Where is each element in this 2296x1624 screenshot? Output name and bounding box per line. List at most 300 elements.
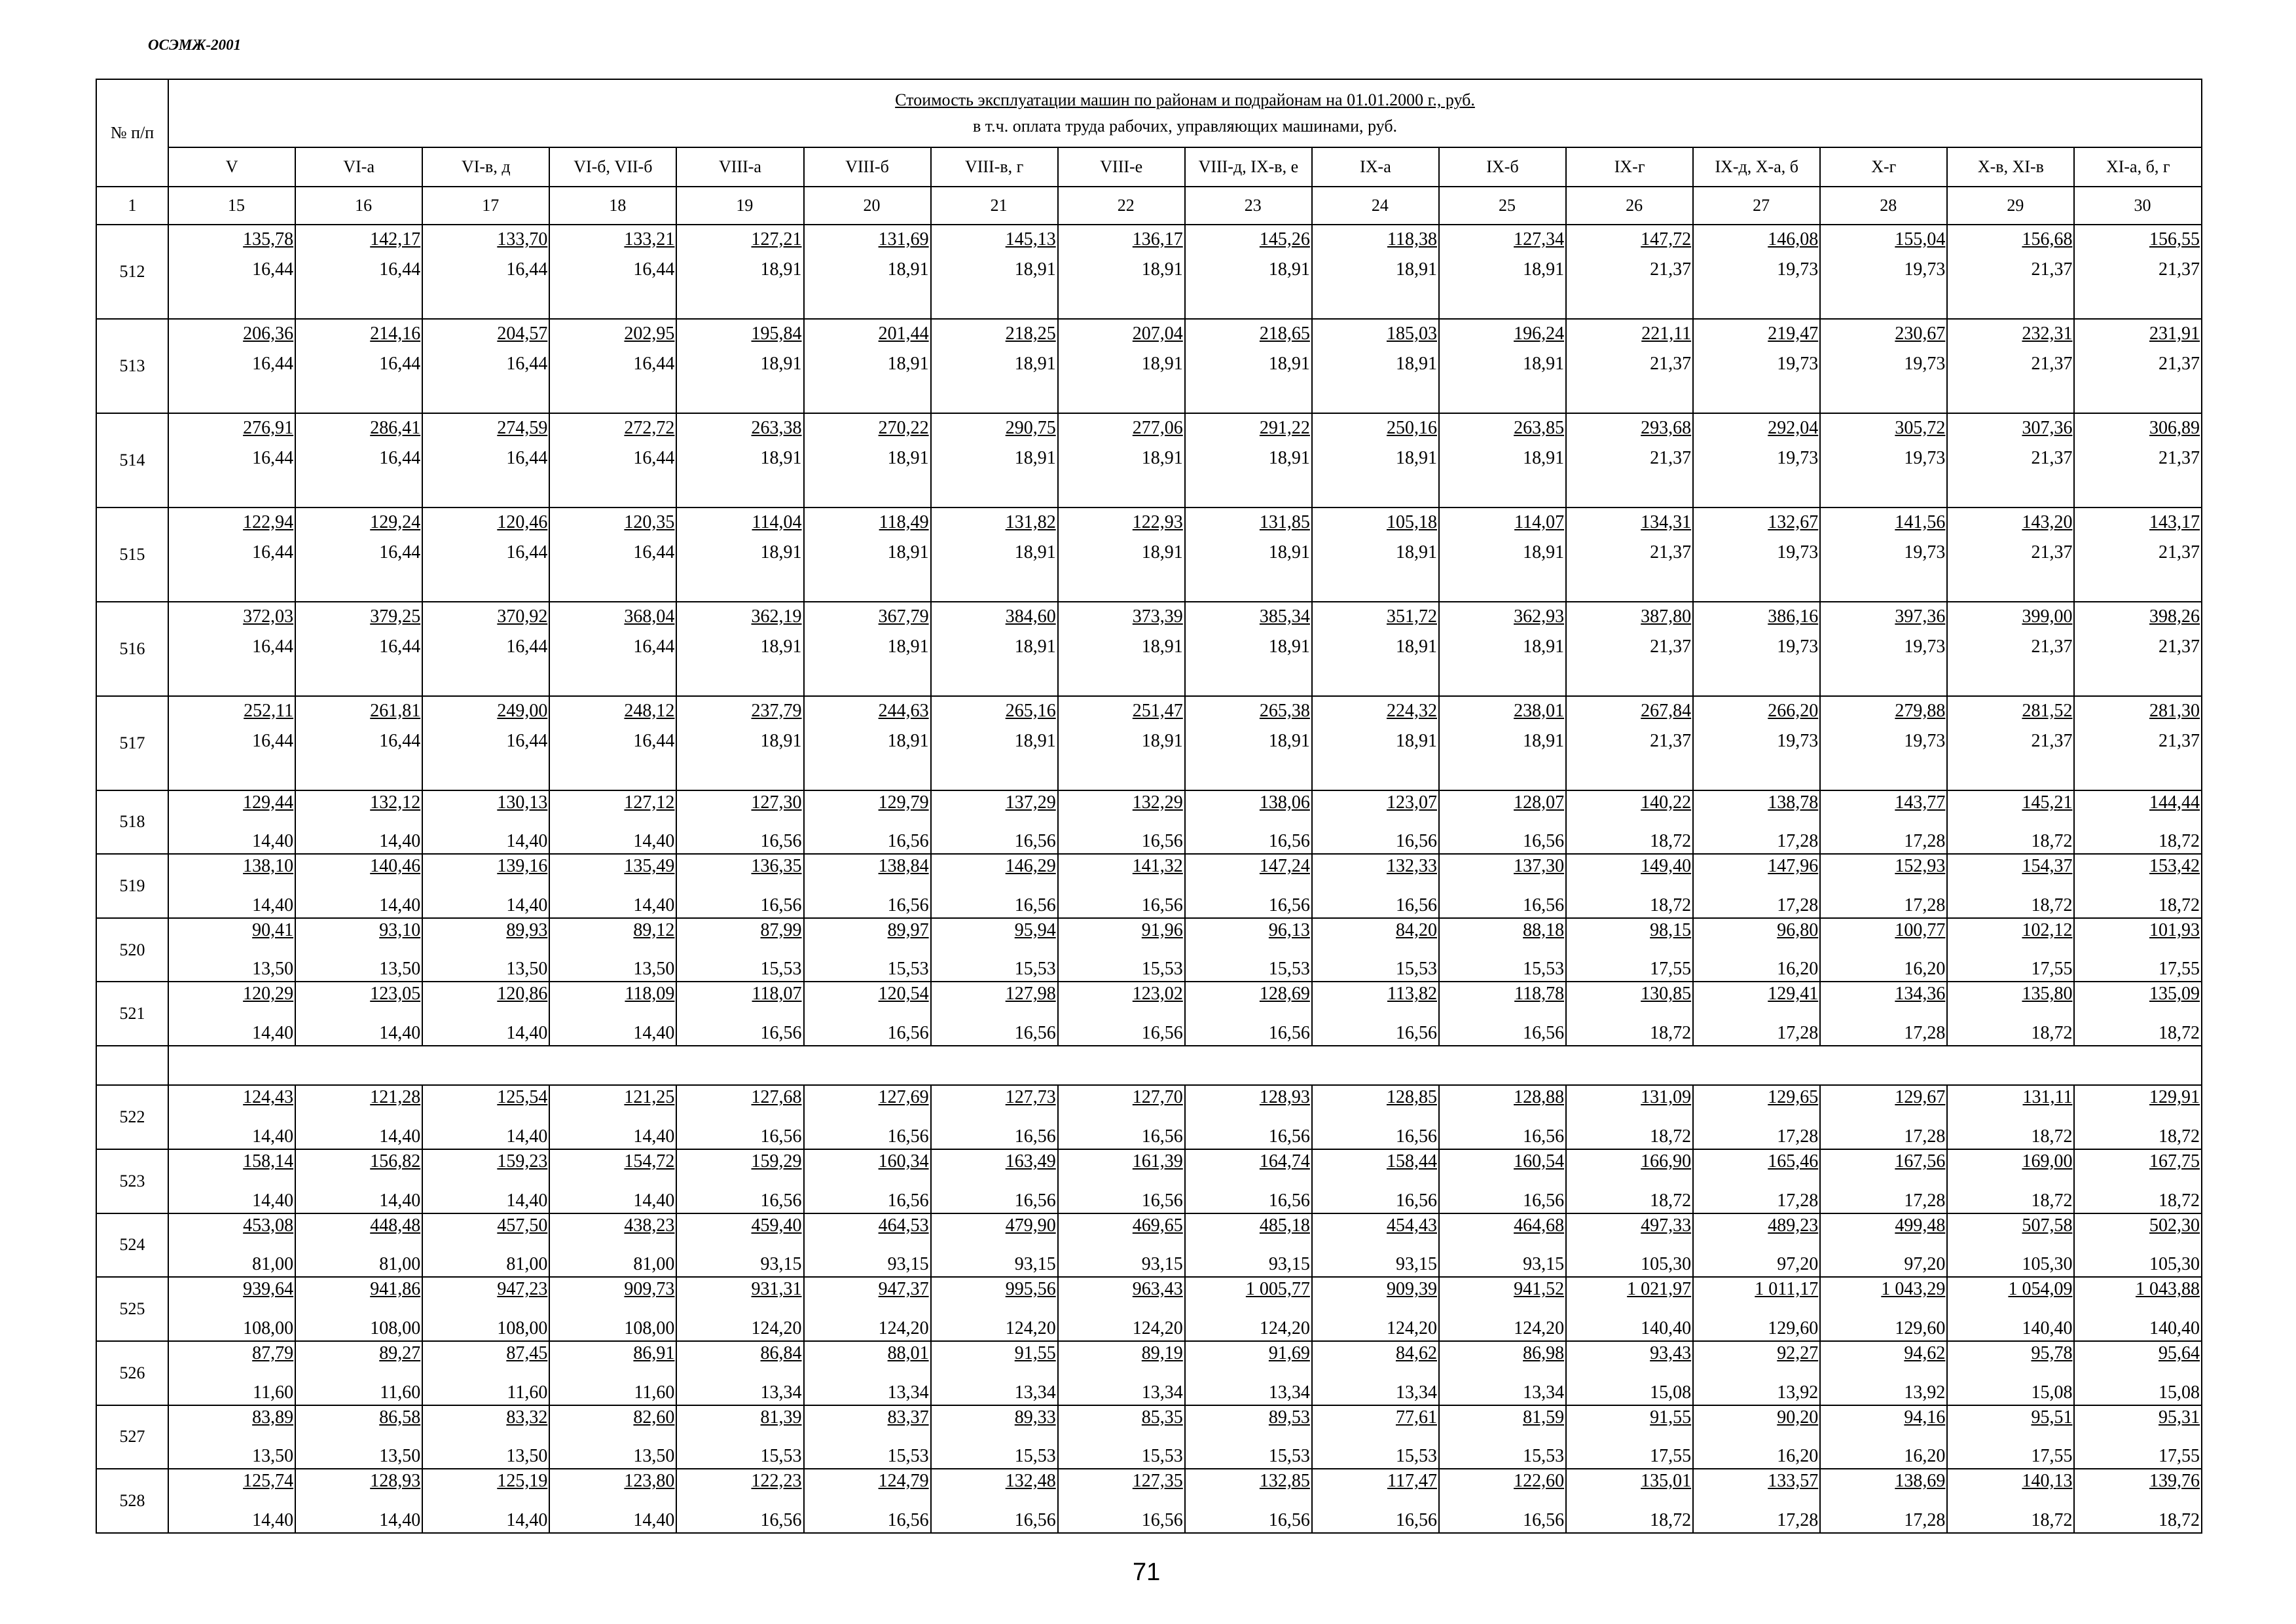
value-cell bbox=[1185, 854, 1312, 918]
labor-cost-value: 81,00 bbox=[633, 1254, 675, 1275]
labor-cost-value: 124,20 bbox=[1386, 1318, 1437, 1338]
value-pair bbox=[1949, 982, 2072, 1045]
value-pair bbox=[1441, 508, 1564, 601]
labor-cost-value: 14,40 bbox=[379, 1190, 421, 1211]
operating-cost-value: 127,98 bbox=[1005, 984, 1056, 1005]
labor-cost-value: 18,72 bbox=[2159, 831, 2200, 852]
operating-cost-value: 82,60 bbox=[633, 1407, 675, 1428]
value-cell bbox=[422, 413, 549, 507]
operating-cost-value: 100,77 bbox=[1895, 919, 1946, 940]
value-pair bbox=[678, 602, 801, 695]
operating-cost-value: 137,29 bbox=[1005, 792, 1056, 813]
value-pair bbox=[1060, 982, 1183, 1045]
operating-cost-value: 244,63 bbox=[878, 700, 929, 721]
value-cell bbox=[1566, 1405, 1693, 1469]
value-pair bbox=[1695, 1150, 1818, 1213]
operating-cost-value: 120,46 bbox=[497, 511, 548, 532]
value-pair bbox=[1822, 414, 1945, 507]
operating-cost-value: 214,16 bbox=[370, 323, 421, 344]
operating-cost-value: 218,65 bbox=[1259, 323, 1310, 344]
table-row bbox=[96, 1085, 2202, 1149]
value-pair bbox=[1441, 791, 1564, 854]
operating-cost-value: 457,50 bbox=[497, 1215, 548, 1236]
labor-cost-value: 124,20 bbox=[878, 1318, 929, 1338]
value-cell bbox=[1312, 507, 1439, 602]
value-cell bbox=[1185, 1341, 1312, 1405]
value-cell bbox=[1820, 413, 1947, 507]
value-cell bbox=[549, 790, 676, 855]
value-cell bbox=[422, 1149, 549, 1213]
value-pair bbox=[1949, 414, 2072, 507]
operating-cost-value: 139,16 bbox=[497, 856, 548, 877]
value-pair bbox=[1187, 1214, 1310, 1277]
column-index: 26 bbox=[1566, 187, 1693, 225]
operating-cost-value: 156,55 bbox=[2149, 229, 2200, 249]
column-index: 23 bbox=[1185, 187, 1312, 225]
value-cell bbox=[931, 507, 1058, 602]
value-cell bbox=[2074, 982, 2202, 1046]
value-cell bbox=[1312, 854, 1439, 918]
value-cell bbox=[1947, 1213, 2074, 1278]
value-cell bbox=[1058, 1213, 1185, 1278]
value-cell bbox=[1693, 1469, 1820, 1533]
value-cell bbox=[1947, 1405, 2074, 1469]
value-pair bbox=[424, 791, 547, 854]
labor-cost-value: 16,56 bbox=[1395, 895, 1437, 915]
value-cell bbox=[1185, 225, 1312, 319]
operating-cost-value: 1 005,77 bbox=[1245, 1279, 1310, 1300]
value-cell bbox=[549, 225, 676, 319]
value-pair bbox=[1695, 225, 1818, 318]
operating-cost-value: 136,35 bbox=[751, 856, 802, 877]
value-pair bbox=[170, 1406, 293, 1469]
value-pair bbox=[170, 1086, 293, 1149]
value-cell bbox=[168, 507, 295, 602]
value-cell bbox=[1185, 790, 1312, 855]
operating-cost-value: 129,67 bbox=[1895, 1087, 1946, 1108]
operating-cost-value: 154,72 bbox=[624, 1151, 675, 1172]
value-cell bbox=[168, 696, 295, 790]
value-cell bbox=[2074, 319, 2202, 413]
labor-cost-value: 21,37 bbox=[2031, 259, 2073, 280]
column-index: 15 bbox=[168, 187, 295, 225]
value-pair bbox=[1060, 1086, 1183, 1149]
value-cell bbox=[422, 854, 549, 918]
value-pair bbox=[170, 320, 293, 413]
operating-cost-value: 83,89 bbox=[252, 1407, 294, 1428]
value-pair bbox=[1822, 320, 1945, 413]
value-pair bbox=[1187, 1342, 1310, 1405]
table-row bbox=[96, 696, 2202, 790]
value-pair bbox=[678, 414, 801, 507]
table-row bbox=[96, 507, 2202, 602]
value-pair bbox=[297, 1469, 420, 1532]
labor-cost-value: 18,91 bbox=[1523, 542, 1565, 563]
operating-cost-value: 87,99 bbox=[760, 919, 802, 940]
value-cell bbox=[1566, 1341, 1693, 1405]
labor-cost-value: 18,91 bbox=[760, 636, 802, 657]
labor-cost-value: 16,44 bbox=[252, 259, 294, 280]
value-pair bbox=[1695, 1086, 1818, 1149]
operating-cost-value: 88,01 bbox=[887, 1342, 929, 1363]
labor-cost-value: 93,15 bbox=[887, 1254, 929, 1275]
value-cell bbox=[1693, 319, 1820, 413]
value-cell bbox=[1439, 602, 1566, 696]
operating-cost-value: 499,48 bbox=[1895, 1215, 1946, 1236]
value-pair bbox=[678, 508, 801, 601]
value-cell bbox=[1185, 319, 1312, 413]
operating-cost-value: 502,30 bbox=[2149, 1215, 2200, 1236]
value-pair bbox=[1441, 1342, 1564, 1405]
labor-cost-value: 14,40 bbox=[379, 1023, 421, 1044]
operating-cost-value: 90,41 bbox=[252, 919, 294, 940]
region-header: VIII-в, г bbox=[931, 147, 1058, 187]
operating-cost-value: 131,69 bbox=[878, 229, 929, 249]
value-pair bbox=[1949, 225, 2072, 318]
table-row bbox=[96, 1341, 2202, 1405]
labor-cost-value: 18,91 bbox=[1395, 259, 1437, 280]
value-cell bbox=[676, 1277, 803, 1341]
value-pair bbox=[297, 1406, 420, 1469]
value-cell bbox=[676, 1213, 803, 1278]
value-cell bbox=[549, 1341, 676, 1405]
labor-cost-value: 17,28 bbox=[1777, 1126, 1819, 1147]
operating-cost-value: 129,44 bbox=[243, 792, 294, 813]
labor-cost-value: 16,44 bbox=[252, 636, 294, 657]
labor-cost-value: 14,40 bbox=[506, 831, 548, 852]
value-cell bbox=[1058, 1085, 1185, 1149]
value-pair bbox=[1568, 1342, 1691, 1405]
value-cell bbox=[422, 790, 549, 855]
value-cell bbox=[931, 602, 1058, 696]
labor-cost-value: 14,40 bbox=[506, 1023, 548, 1044]
labor-cost-value: 16,56 bbox=[1014, 831, 1056, 852]
operating-cost-value: 196,24 bbox=[1514, 323, 1565, 344]
value-cell bbox=[1693, 413, 1820, 507]
value-pair bbox=[1187, 855, 1310, 917]
value-pair bbox=[1314, 1406, 1437, 1469]
value-pair bbox=[1314, 1150, 1437, 1213]
labor-cost-value: 15,53 bbox=[887, 959, 929, 980]
labor-cost-value: 18,91 bbox=[887, 730, 929, 751]
value-pair bbox=[1060, 1469, 1183, 1532]
value-pair bbox=[1187, 791, 1310, 854]
value-cell bbox=[1947, 696, 2074, 790]
value-pair bbox=[1949, 855, 2072, 917]
labor-cost-value: 81,00 bbox=[252, 1254, 294, 1275]
value-pair bbox=[1314, 855, 1437, 917]
value-cell bbox=[422, 696, 549, 790]
labor-cost-value: 13,34 bbox=[1523, 1382, 1565, 1403]
operating-cost-value: 133,70 bbox=[497, 229, 548, 249]
labor-cost-value: 105,30 bbox=[2149, 1254, 2200, 1275]
labor-cost-value: 21,37 bbox=[1650, 259, 1692, 280]
value-pair bbox=[1441, 1278, 1564, 1340]
operating-cost-value: 485,18 bbox=[1259, 1215, 1310, 1236]
value-cell bbox=[1693, 1277, 1820, 1341]
operating-cost-value: 147,96 bbox=[1768, 856, 1819, 877]
row-number: 517 bbox=[96, 696, 168, 790]
value-pair bbox=[933, 697, 1056, 790]
value-pair bbox=[806, 1278, 929, 1340]
operating-cost-value: 1 021,97 bbox=[1627, 1279, 1692, 1300]
operating-cost-value: 124,79 bbox=[878, 1471, 929, 1492]
region-header: X-в, XI-в bbox=[1947, 147, 2074, 187]
value-pair bbox=[2076, 1086, 2200, 1149]
labor-cost-value: 93,15 bbox=[1395, 1254, 1437, 1275]
labor-cost-value: 16,44 bbox=[506, 353, 548, 374]
operating-cost-value: 92,27 bbox=[1777, 1342, 1819, 1363]
labor-cost-value: 19,73 bbox=[1777, 447, 1819, 468]
value-cell bbox=[422, 918, 549, 982]
operating-cost-value: 146,29 bbox=[1005, 856, 1056, 877]
operating-cost-value: 387,80 bbox=[1641, 606, 1692, 627]
value-cell bbox=[1185, 1469, 1312, 1533]
value-pair bbox=[678, 919, 801, 982]
value-pair bbox=[933, 1342, 1056, 1405]
labor-cost-value: 18,91 bbox=[760, 353, 802, 374]
value-cell bbox=[1693, 1213, 1820, 1278]
labor-cost-value: 14,40 bbox=[252, 1126, 294, 1147]
operating-cost-value: 123,02 bbox=[1132, 984, 1183, 1005]
separator-cell bbox=[96, 1046, 168, 1085]
value-cell bbox=[931, 918, 1058, 982]
labor-cost-value: 108,00 bbox=[370, 1318, 421, 1338]
labor-cost-value: 16,56 bbox=[1395, 1190, 1437, 1211]
value-pair bbox=[2076, 1342, 2200, 1405]
operating-cost-value: 144,44 bbox=[2149, 792, 2200, 813]
labor-cost-value: 14,40 bbox=[506, 895, 548, 915]
value-pair bbox=[678, 697, 801, 790]
value-pair bbox=[806, 697, 929, 790]
value-pair bbox=[1187, 602, 1310, 695]
column-index: 21 bbox=[931, 187, 1058, 225]
value-pair bbox=[2076, 414, 2200, 507]
labor-cost-value: 19,73 bbox=[1777, 636, 1819, 657]
value-pair bbox=[806, 982, 929, 1045]
operating-cost-value: 133,21 bbox=[624, 229, 675, 249]
value-pair bbox=[1949, 508, 2072, 601]
labor-cost-value: 16,56 bbox=[1395, 1023, 1437, 1044]
labor-cost-value: 14,40 bbox=[633, 1023, 675, 1044]
operating-cost-value: 147,24 bbox=[1259, 856, 1310, 877]
value-pair bbox=[2076, 320, 2200, 413]
labor-cost-value: 14,40 bbox=[252, 895, 294, 915]
operating-cost-value: 127,21 bbox=[751, 229, 802, 249]
value-pair bbox=[424, 508, 547, 601]
labor-cost-value: 18,91 bbox=[1395, 636, 1437, 657]
value-cell bbox=[168, 225, 295, 319]
labor-cost-value: 14,40 bbox=[633, 1190, 675, 1211]
labor-cost-value: 16,56 bbox=[760, 1190, 802, 1211]
labor-cost-value: 16,56 bbox=[1141, 1190, 1183, 1211]
operating-cost-value: 95,31 bbox=[2159, 1407, 2200, 1428]
labor-cost-value: 13,50 bbox=[633, 1446, 675, 1467]
value-pair bbox=[1314, 1278, 1437, 1340]
operating-cost-value: 89,53 bbox=[1268, 1407, 1310, 1428]
labor-cost-value: 18,91 bbox=[1268, 353, 1310, 374]
value-cell bbox=[931, 319, 1058, 413]
labor-cost-value: 21,37 bbox=[1650, 353, 1692, 374]
labor-cost-value: 16,20 bbox=[1904, 959, 1946, 980]
page-number: 71 bbox=[1133, 1559, 1161, 1586]
value-cell bbox=[1185, 602, 1312, 696]
operating-cost-value: 281,52 bbox=[2022, 700, 2073, 721]
value-cell bbox=[422, 1341, 549, 1405]
region-header: VI-а bbox=[295, 147, 422, 187]
value-cell bbox=[1439, 1085, 1566, 1149]
operating-cost-value: 86,84 bbox=[760, 1342, 802, 1363]
operating-cost-value: 397,36 bbox=[1895, 606, 1946, 627]
value-pair bbox=[1441, 414, 1564, 507]
operating-cost-value: 91,96 bbox=[1141, 919, 1183, 940]
value-cell bbox=[1566, 413, 1693, 507]
operating-cost-value: 81,39 bbox=[760, 1407, 802, 1428]
labor-cost-value: 16,56 bbox=[1523, 1126, 1565, 1147]
value-pair bbox=[1060, 602, 1183, 695]
value-pair bbox=[1568, 1278, 1691, 1340]
value-cell bbox=[1947, 507, 2074, 602]
operating-cost-value: 438,23 bbox=[624, 1215, 675, 1236]
labor-cost-value: 13,34 bbox=[887, 1382, 929, 1403]
labor-cost-value: 18,91 bbox=[1523, 636, 1565, 657]
operating-cost-value: 89,12 bbox=[633, 919, 675, 940]
operating-cost-value: 84,20 bbox=[1395, 919, 1437, 940]
value-cell bbox=[295, 225, 422, 319]
value-cell bbox=[1312, 1085, 1439, 1149]
labor-cost-value: 17,28 bbox=[1904, 895, 1946, 915]
value-pair bbox=[1822, 1150, 1945, 1213]
value-cell bbox=[1820, 1213, 1947, 1278]
labor-cost-value: 13,92 bbox=[1777, 1382, 1819, 1403]
value-cell bbox=[295, 790, 422, 855]
value-cell bbox=[1693, 790, 1820, 855]
value-pair bbox=[551, 602, 674, 695]
table-row bbox=[96, 1213, 2202, 1278]
value-cell bbox=[1439, 918, 1566, 982]
labor-cost-value: 17,28 bbox=[1777, 1190, 1819, 1211]
operating-cost-value: 128,69 bbox=[1259, 984, 1310, 1005]
value-cell bbox=[295, 1341, 422, 1405]
operating-cost-value: 159,23 bbox=[497, 1151, 548, 1172]
operating-cost-value: 117,47 bbox=[1387, 1471, 1437, 1492]
labor-cost-value: 19,73 bbox=[1904, 730, 1946, 751]
labor-cost-value: 129,60 bbox=[1768, 1318, 1819, 1338]
value-cell bbox=[1439, 1469, 1566, 1533]
value-pair bbox=[424, 919, 547, 982]
value-cell bbox=[295, 1149, 422, 1213]
value-pair bbox=[551, 1214, 674, 1277]
operating-cost-value: 133,57 bbox=[1768, 1471, 1819, 1492]
labor-cost-value: 15,53 bbox=[1141, 959, 1183, 980]
value-pair bbox=[806, 225, 929, 318]
value-pair bbox=[1060, 855, 1183, 917]
value-pair bbox=[1695, 320, 1818, 413]
operating-cost-value: 131,09 bbox=[1641, 1087, 1692, 1108]
operating-cost-value: 121,25 bbox=[624, 1087, 675, 1108]
value-cell bbox=[676, 413, 803, 507]
operating-cost-value: 89,93 bbox=[506, 919, 548, 940]
operating-cost-value: 279,88 bbox=[1895, 700, 1946, 721]
operating-cost-value: 135,78 bbox=[243, 229, 294, 249]
operating-cost-value: 399,00 bbox=[2022, 606, 2073, 627]
labor-cost-value: 14,40 bbox=[506, 1126, 548, 1147]
labor-cost-value: 14,40 bbox=[252, 1510, 294, 1530]
value-cell bbox=[2074, 1469, 2202, 1533]
value-pair bbox=[1314, 414, 1437, 507]
labor-cost-value: 18,91 bbox=[1014, 447, 1056, 468]
labor-cost-value: 18,91 bbox=[887, 636, 929, 657]
value-pair bbox=[1060, 1342, 1183, 1405]
labor-cost-value: 16,56 bbox=[887, 831, 929, 852]
labor-cost-value: 14,40 bbox=[379, 1510, 421, 1530]
labor-cost-value: 21,37 bbox=[1650, 730, 1692, 751]
operating-cost-value: 138,69 bbox=[1895, 1471, 1946, 1492]
operating-cost-value: 130,13 bbox=[497, 792, 548, 813]
operating-cost-value: 89,19 bbox=[1141, 1342, 1183, 1363]
value-pair bbox=[1822, 1214, 1945, 1277]
labor-cost-value: 18,91 bbox=[760, 730, 802, 751]
operating-cost-value: 204,57 bbox=[497, 323, 548, 344]
operating-cost-value: 88,18 bbox=[1523, 919, 1565, 940]
operating-cost-value: 140,13 bbox=[2022, 1471, 2073, 1492]
labor-cost-value: 13,50 bbox=[252, 1446, 294, 1467]
operating-cost-value: 134,31 bbox=[1641, 511, 1692, 532]
operating-cost-value: 153,42 bbox=[2149, 856, 2200, 877]
operating-cost-value: 351,72 bbox=[1386, 606, 1437, 627]
labor-cost-value: 18,72 bbox=[2159, 1190, 2200, 1211]
value-pair bbox=[170, 225, 293, 318]
labor-cost-value: 19,73 bbox=[1777, 353, 1819, 374]
value-pair bbox=[1949, 1278, 2072, 1340]
operating-cost-value: 185,03 bbox=[1386, 323, 1437, 344]
value-pair bbox=[424, 1214, 547, 1277]
value-pair bbox=[1060, 414, 1183, 507]
labor-cost-value: 14,40 bbox=[379, 895, 421, 915]
table-body bbox=[96, 225, 2202, 1533]
operating-cost-value: 125,54 bbox=[497, 1087, 548, 1108]
operating-cost-value: 237,79 bbox=[751, 700, 802, 721]
operating-cost-value: 120,29 bbox=[243, 984, 294, 1005]
value-pair bbox=[678, 225, 801, 318]
labor-cost-value: 13,50 bbox=[379, 959, 421, 980]
labor-cost-value: 18,72 bbox=[2031, 1126, 2073, 1147]
operating-cost-value: 941,52 bbox=[1514, 1279, 1565, 1300]
value-cell bbox=[804, 1341, 931, 1405]
value-pair bbox=[1187, 697, 1310, 790]
operating-cost-value: 120,35 bbox=[624, 511, 675, 532]
value-pair bbox=[1060, 1406, 1183, 1469]
operating-cost-value: 77,61 bbox=[1395, 1407, 1437, 1428]
value-cell bbox=[295, 854, 422, 918]
labor-cost-value: 18,91 bbox=[1141, 353, 1183, 374]
value-cell bbox=[1947, 1469, 2074, 1533]
value-pair bbox=[806, 1469, 929, 1532]
labor-cost-value: 18,91 bbox=[1268, 636, 1310, 657]
labor-cost-value: 15,53 bbox=[1141, 1446, 1183, 1467]
value-cell bbox=[804, 1469, 931, 1533]
labor-cost-value: 140,40 bbox=[2022, 1318, 2073, 1338]
labor-cost-value: 18,91 bbox=[760, 259, 802, 280]
value-cell bbox=[1439, 1405, 1566, 1469]
operating-cost-value: 373,39 bbox=[1132, 606, 1183, 627]
labor-cost-value: 17,28 bbox=[1777, 831, 1819, 852]
value-pair bbox=[551, 508, 674, 601]
labor-cost-value: 108,00 bbox=[497, 1318, 548, 1338]
value-pair bbox=[1060, 225, 1183, 318]
value-pair bbox=[1568, 320, 1691, 413]
value-pair bbox=[2076, 602, 2200, 695]
